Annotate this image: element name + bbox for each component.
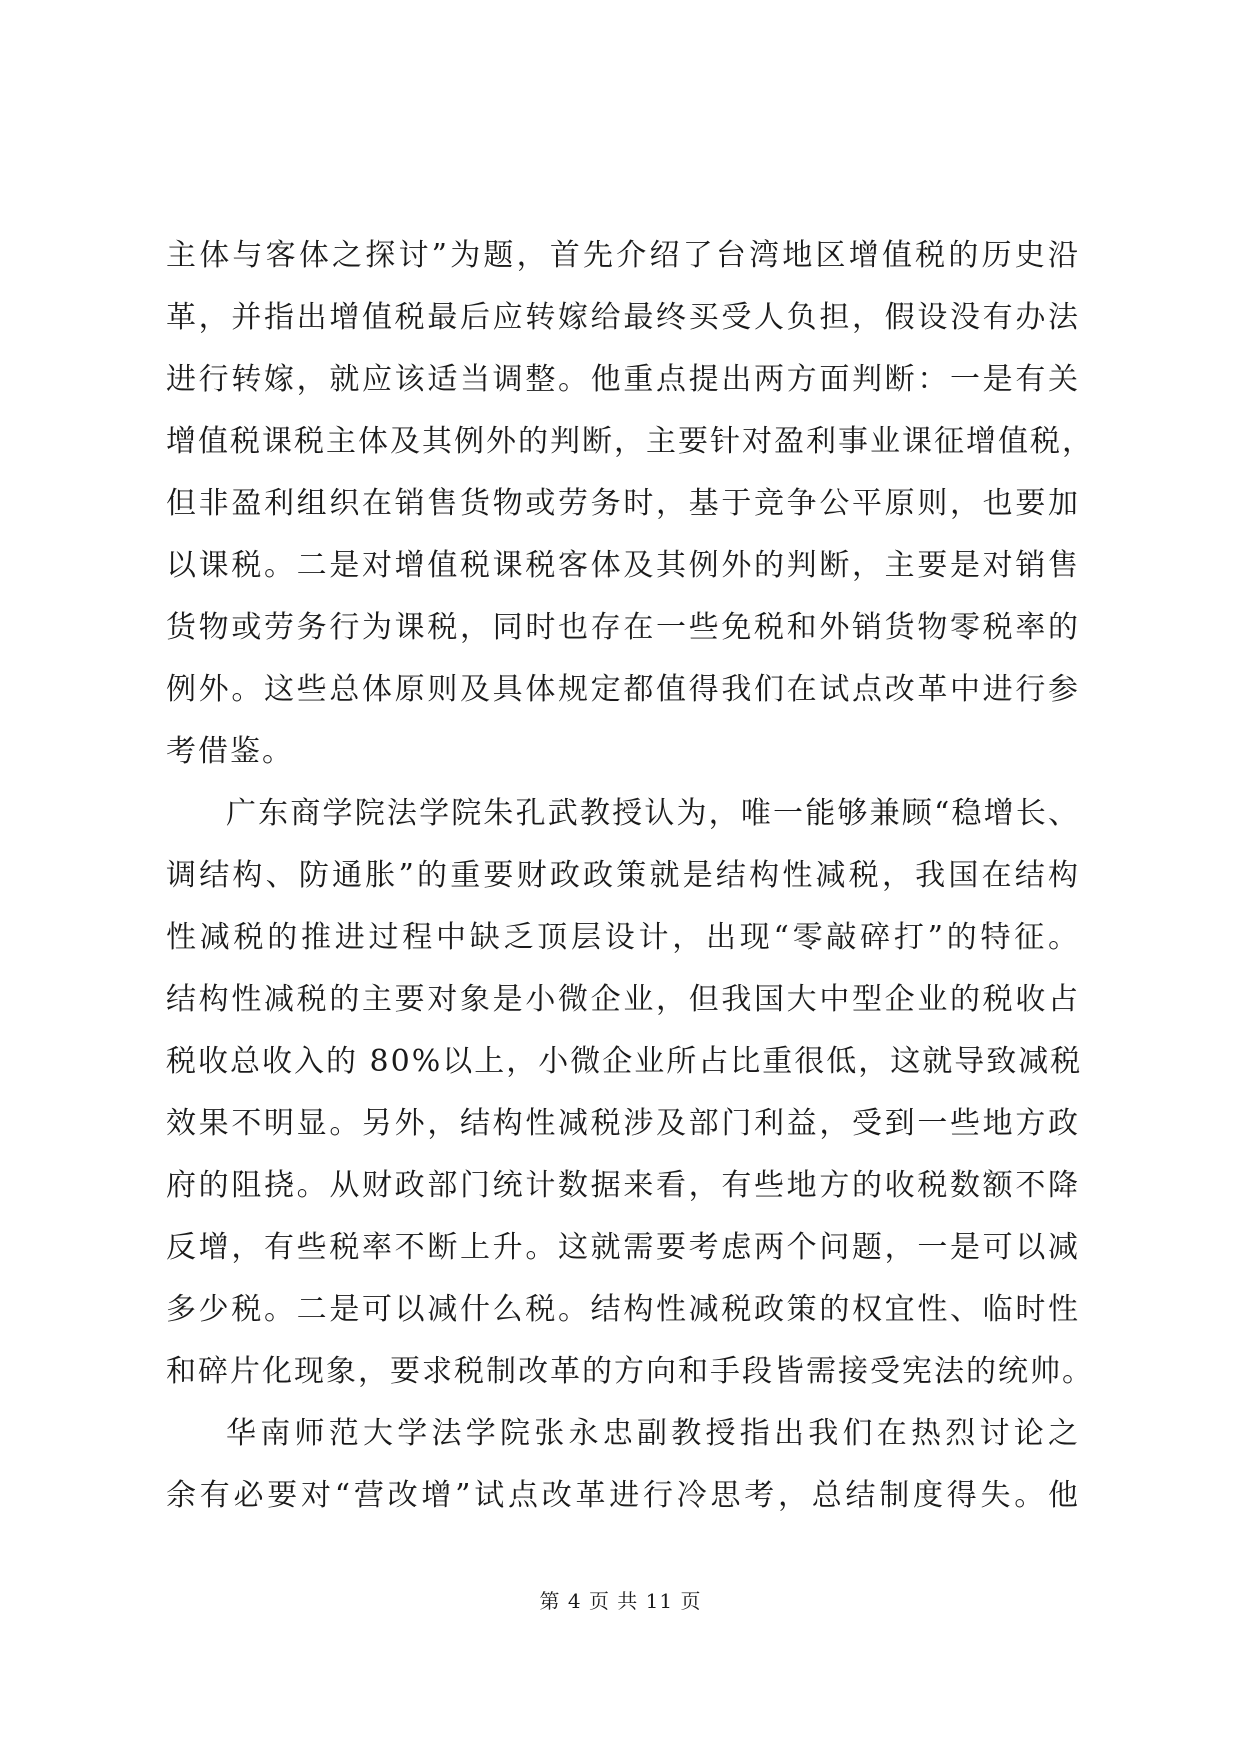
text-line: 税收总收入的 80%以上，小微企业所占比重很低，这就导致减税	[166, 1044, 1083, 1079]
text-line: 考借鉴。	[166, 734, 294, 769]
text-line: 调结构、防通胀”的重要财政政策就是结构性减税，我国在结构	[166, 858, 1080, 893]
text-line: 以课税。二是对增值税课税客体及其例外的判断，主要是对销售	[166, 548, 1080, 583]
text-line: 例外。这些总体原则及具体规定都值得我们在试点改革中进行参	[166, 672, 1080, 707]
text-line: 华南师范大学法学院张永忠副教授指出我们在热烈讨论之	[226, 1416, 1080, 1451]
text-line: 革，并指出增值税最后应转嫁给最终买受人负担，假设没有办法	[166, 300, 1080, 335]
text-line: 进行转嫁，就应该适当调整。他重点提出两方面判断：一是有关	[166, 362, 1080, 397]
paragraph	[166, 1403, 1080, 1527]
text-line: 增值税课税主体及其例外的判断，主要针对盈利事业课征增值税，	[166, 424, 1094, 459]
text-line: 性减税的推进过程中缺乏顶层设计，出现“零敲碎打”的特征。	[166, 920, 1080, 955]
text-line: 府的阻挠。从财政部门统计数据来看，有些地方的收税数额不降	[166, 1168, 1080, 1203]
text-line: 结构性减税的主要对象是小微企业，但我国大中型企业的税收占	[166, 982, 1080, 1017]
page-number-footer: 第 4 页 共 11 页	[539, 1589, 702, 1613]
text-line: 主体与客体之探讨”为题，首先介绍了台湾地区增值税的历史沿	[166, 238, 1080, 273]
document-body	[166, 225, 1094, 1527]
text-line: 多少税。二是可以减什么税。结构性减税政策的权宜性、临时性	[166, 1292, 1080, 1327]
paragraph	[166, 783, 1094, 1403]
text-line: 和碎片化现象，要求税制改革的方向和手段皆需接受宪法的统帅。	[166, 1354, 1094, 1389]
text-line: 货物或劳务行为课税，同时也存在一些免税和外销货物零税率的	[166, 610, 1080, 645]
text-line: 反增，有些税率不断上升。这就需要考虑两个问题，一是可以减	[166, 1230, 1080, 1265]
paragraph	[166, 225, 1094, 783]
text-line: 效果不明显。另外，结构性减税涉及部门利益，受到一些地方政	[166, 1106, 1080, 1141]
text-line: 广东商学院法学院朱孔武教授认为，唯一能够兼顾“稳增长、	[226, 796, 1080, 831]
text-line: 但非盈利组织在销售货物或劳务时，基于竞争公平原则，也要加	[166, 486, 1080, 521]
text-line: 余有必要对“营改增”试点改革进行冷思考，总结制度得失。他	[166, 1478, 1080, 1513]
